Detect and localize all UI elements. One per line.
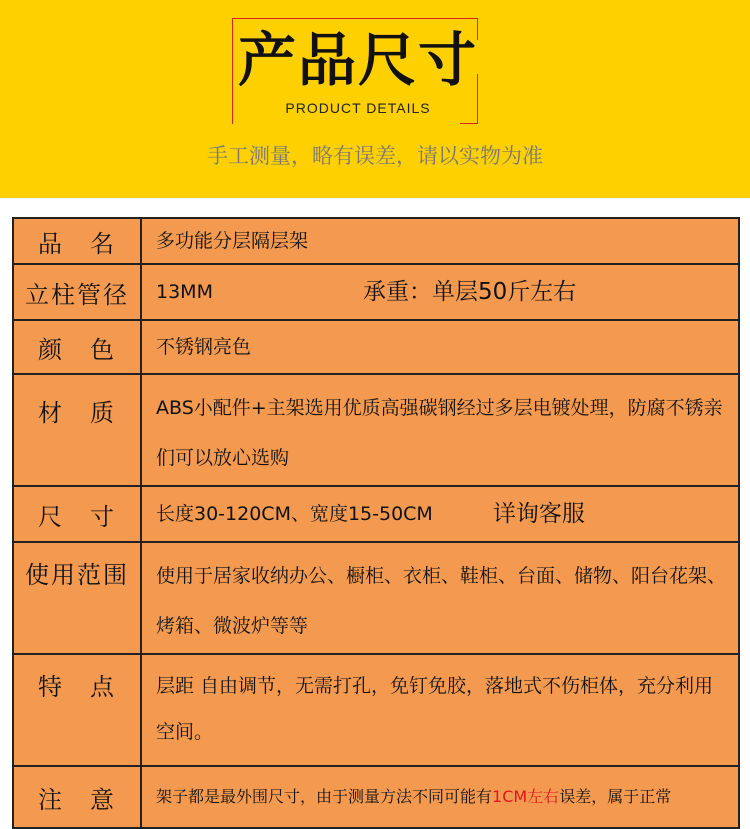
row-label: 立柱管径	[14, 265, 142, 319]
row-label: 材 质	[14, 375, 142, 485]
contact-service: 详询客服	[492, 501, 585, 527]
page-subtitle: PRODUCT DETAILS	[285, 100, 431, 116]
header-banner	[0, 0, 750, 198]
title-frame	[232, 18, 233, 124]
table-row	[14, 543, 738, 655]
table-row	[14, 487, 738, 543]
table-row	[14, 375, 738, 487]
row-content: 使用于居家收纳办公、橱柜、衣柜、鞋柜、台面、储物、阳台花架、烤箱、微波炉等等	[156, 565, 727, 637]
table-row	[14, 265, 738, 321]
row-label: 特 点	[14, 655, 142, 765]
spec-table	[12, 217, 740, 829]
load-capacity: 承重：单层50斤左右	[362, 279, 577, 305]
title-frame	[460, 123, 478, 124]
table-row	[14, 219, 738, 265]
tagline: 手工测量，略有误差，请以实物为准	[207, 144, 543, 168]
row-content: 13MM 承重：单层50斤左右	[142, 265, 738, 319]
row-content: ABS小配件+主架选用优质高强碳钢经过多层电镀处理，防腐不锈亲们可以放心选购	[156, 397, 723, 469]
row-label: 注 意	[14, 767, 142, 827]
row-label: 尺 寸	[14, 487, 142, 541]
highlight-text: 1CM左右	[492, 787, 560, 806]
row-content: 多功能分层隔层架	[156, 230, 309, 252]
table-row	[14, 321, 738, 375]
table-row	[14, 655, 738, 767]
row-content: 不锈钢亮色	[156, 336, 252, 358]
row-content: 架子都是最外围尺寸，由于测量方法不同可能有 1CM左右 误差，属于正常	[142, 767, 738, 827]
row-label: 品 名	[14, 219, 142, 263]
page-title: 产品尺寸	[238, 26, 479, 94]
row-content: 长度30-120CM、宽度15-50CM 详询客服	[142, 487, 738, 541]
row-content: 层距 自由调节，无需打孔，免钉免胶，落地式不伤柜体，充分利用空间。	[156, 675, 714, 743]
row-label: 颜 色	[14, 321, 142, 373]
table-row	[14, 767, 738, 827]
row-label: 使用范围	[14, 543, 142, 653]
title-frame	[232, 18, 478, 19]
